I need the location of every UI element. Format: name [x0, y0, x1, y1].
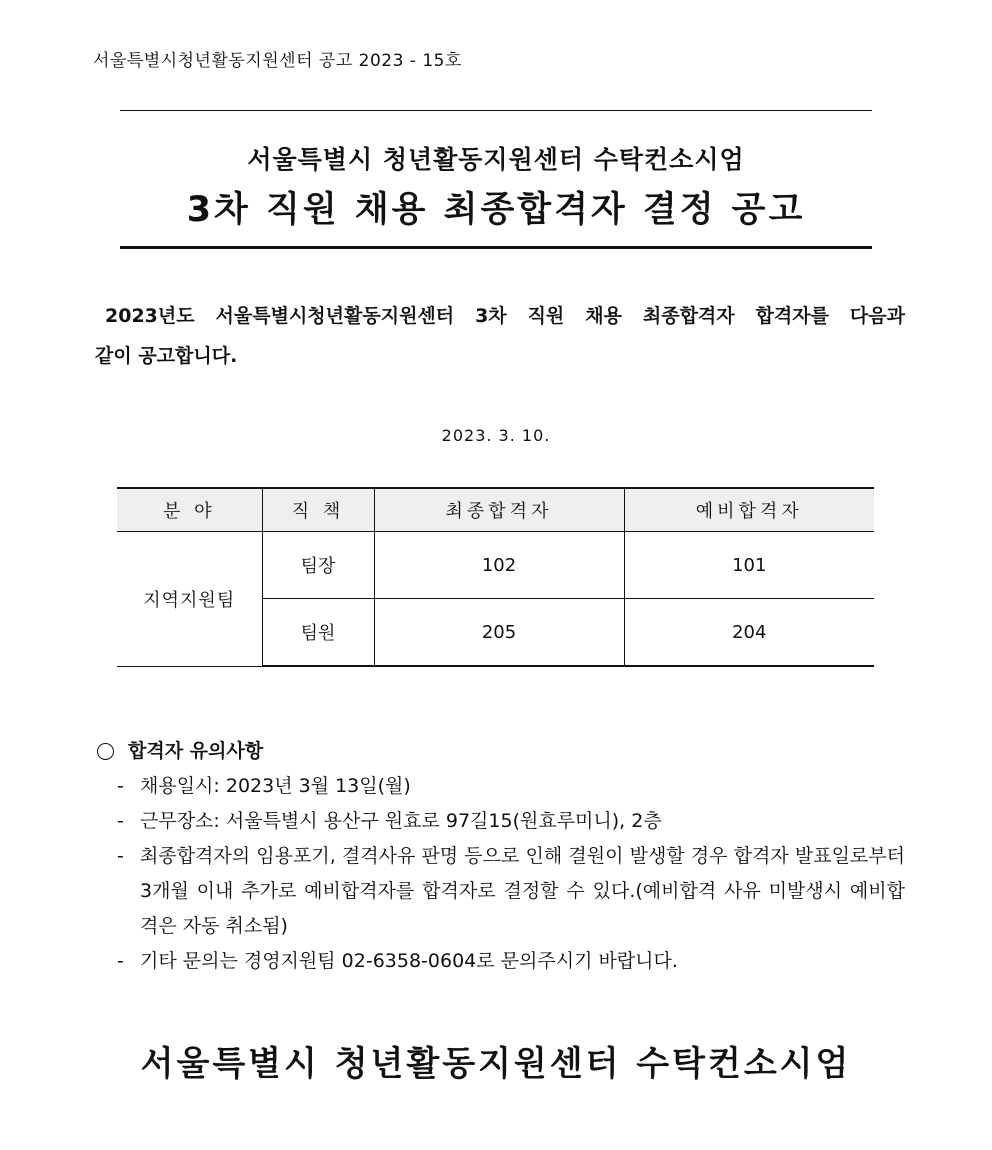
header-field: 분 야: [117, 488, 262, 532]
list-item: [95, 839, 905, 944]
intro-paragraph: [95, 296, 905, 376]
list-item: [95, 944, 905, 979]
title-rule: [120, 246, 872, 249]
note-text: 채용일시: 2023년 3월 13일(월): [140, 775, 411, 797]
notes-heading-text: 합격자 유의사항: [128, 740, 264, 762]
circle-icon: [97, 743, 114, 760]
list-item: [95, 804, 905, 839]
note-text: 최종합격자의 임용포기, 결격사유 판명 등으로 인해 결원이 발생할 경우 합격자 발표일로부터 3개월 이내 추가로 예비합격자를 합격자로 결정할 수 있다.(예비합격 사유 미발생시 예비합격은 자동 취소됨): [140, 845, 905, 937]
footer-organization: 서울특별시 청년활동지원센터 수탁컨소시엄: [140, 1044, 852, 1084]
position-cell: 팀원: [262, 599, 374, 667]
notes-heading: [95, 737, 905, 765]
announcement-subtitle: 서울특별시 청년활동지원센터 수탁컨소시엄: [247, 145, 745, 174]
reserve-cell: 101: [624, 532, 874, 599]
document-number: 서울특별시청년활동지원센터 공고 2023 - 15호: [93, 51, 462, 71]
top-rule: [120, 110, 872, 111]
result-table: [117, 487, 874, 667]
header-position: 직 책: [262, 488, 374, 532]
dash-icon: -: [117, 845, 124, 867]
announcement-title: 3차 직원 채용 최종합격자 결정 공고: [186, 190, 806, 230]
reserve-cell: 204: [624, 599, 874, 667]
header-reserve: 예비합격자: [624, 488, 874, 532]
table-row: [117, 532, 874, 599]
note-text: 기타 문의는 경영지원팀 02-6358-0604로 문의주시기 바랍니다.: [140, 950, 678, 972]
position-cell: 팀장: [262, 532, 374, 599]
table-header-row: [117, 488, 874, 532]
dash-icon: -: [117, 950, 124, 972]
dash-icon: -: [117, 810, 124, 832]
list-item: [95, 769, 905, 804]
announcement-date: 2023. 3. 10.: [441, 426, 551, 445]
dash-icon: -: [117, 775, 124, 797]
note-text: 근무장소: 서울특별시 용산구 원효로 97길15(원효루미니), 2층: [140, 810, 662, 832]
intro-line-1: 2023년도 서울특별시청년활동지원센터 3차 직원 채용 최종합격자 합격자를 다음과: [105, 305, 905, 327]
notes-list: [95, 769, 905, 979]
header-final: 최종합격자: [374, 488, 624, 532]
intro-line-2: 같이 공고합니다.: [95, 345, 238, 367]
final-cell: 102: [374, 532, 624, 599]
final-cell: 205: [374, 599, 624, 667]
field-cell: 지역지원팀: [117, 532, 262, 667]
notes-section: [95, 737, 905, 979]
